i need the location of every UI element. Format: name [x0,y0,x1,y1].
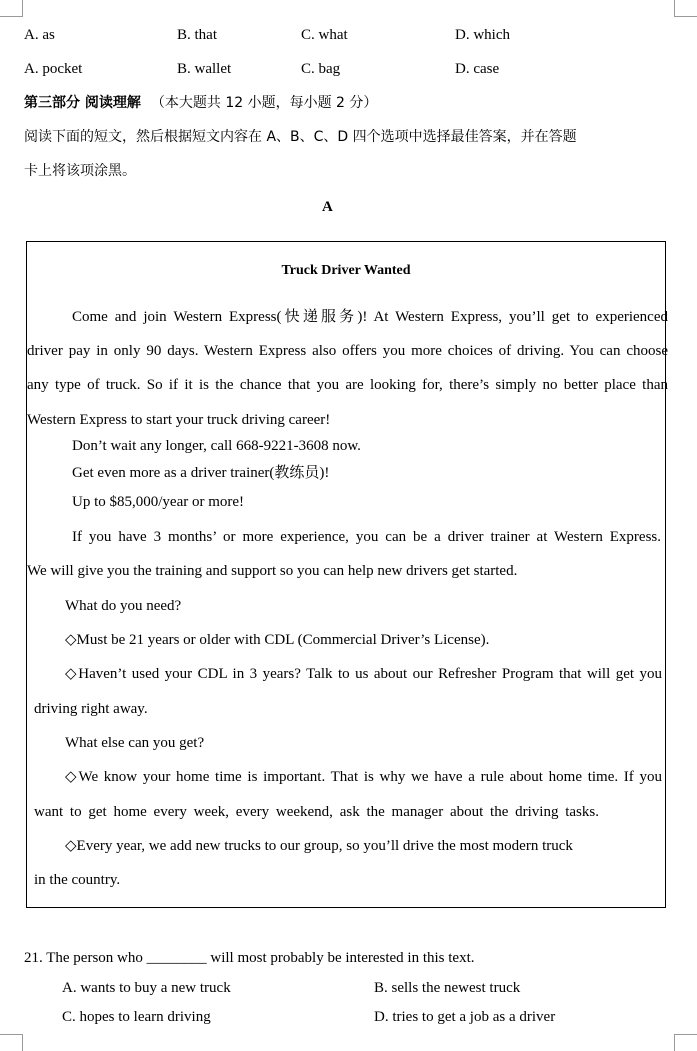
q20-option-a: A. pocket [24,61,83,77]
q21-option-b: B. sells the newest truck [374,980,521,996]
section-instruction-cont: 卡上将该项涂黑。 [24,163,136,179]
else-item-cont: want to get home every week, every weekend, ask the manager about the driving tasks. [34,804,599,820]
q21-stem: 21. The person who ________ will most probably be interested in this text. [24,950,475,966]
q20-option-d: D. case [455,61,500,77]
need-item: ◇Haven’t used your CDL in 3 years? Talk to us about our Refresher Program that will get you [65,666,662,682]
q21-option-a: A. wants to buy a new truck [62,980,231,996]
q20-option-b: B. wallet [177,61,232,77]
passage-trainer: Get even more as a driver trainer(教练员)! [72,465,330,481]
q19-option-b: B. that [177,27,217,43]
section-title: 第三部分 阅读理解 [24,95,141,111]
q19-option-c: C. what [301,27,348,43]
else-item-cont: in the country. [34,872,121,888]
q19-option-d: D. which [455,27,510,43]
section-note: （本大题共 12 小题，每小题 2 分） [150,95,378,111]
passage-text-line: We will give you the training and support so you can help new drivers get started. [27,563,518,579]
passage-title: Truck Driver Wanted [281,263,411,278]
passage-text-line: any type of truck. So if it is the chance that you are looking for, there’s simply no better place than [27,377,668,393]
passage-text-line: If you have 3 months’ or more experience, you can be a driver trainer at Western Express. [72,529,661,545]
need-item-cont: driving right away. [34,701,148,717]
q21-option-c: C. hopes to learn driving [62,1009,211,1025]
q21-option-d: D. tries to get a job as a driver [374,1009,556,1025]
passage-letter: A [322,199,333,215]
page-corner-mark [0,0,23,17]
passage-text-line: driver pay in only 90 days. Western Express also offers you more choices of driving. You can choose [27,343,668,359]
passage-salary: Up to $85,000/year or more! [72,494,245,510]
page-corner-mark [0,1034,23,1051]
section-instruction: 阅读下面的短文，然后根据短文内容在 A、B、C、D 四个选项中选择最佳答案，并在答题 [24,129,577,145]
q19-option-a: A. as [24,27,55,43]
passage-text-line: Western Express to start your truck driving career! [27,412,331,428]
else-item: ◇We know your home time is important. That is why we have a rule about home time. If you [65,769,662,785]
page-corner-mark [674,0,697,17]
else-item: ◇Every year, we add new trucks to our group, so you’ll drive the most modern truck [65,838,573,854]
page-corner-mark [674,1034,697,1051]
else-heading: What else can you get? [65,735,205,751]
passage-call: Don’t wait any longer, call 668-9221-3608 now. [72,438,361,454]
q20-option-c: C. bag [301,61,341,77]
section-heading [24,94,377,112]
passage-text-line: Come and join Western Express(快递服务)! At Western Express, you’ll get to experienced [72,309,668,325]
need-item: ◇Must be 21 years or older with CDL (Commercial Driver’s License). [65,632,490,648]
need-heading: What do you need? [65,598,182,614]
